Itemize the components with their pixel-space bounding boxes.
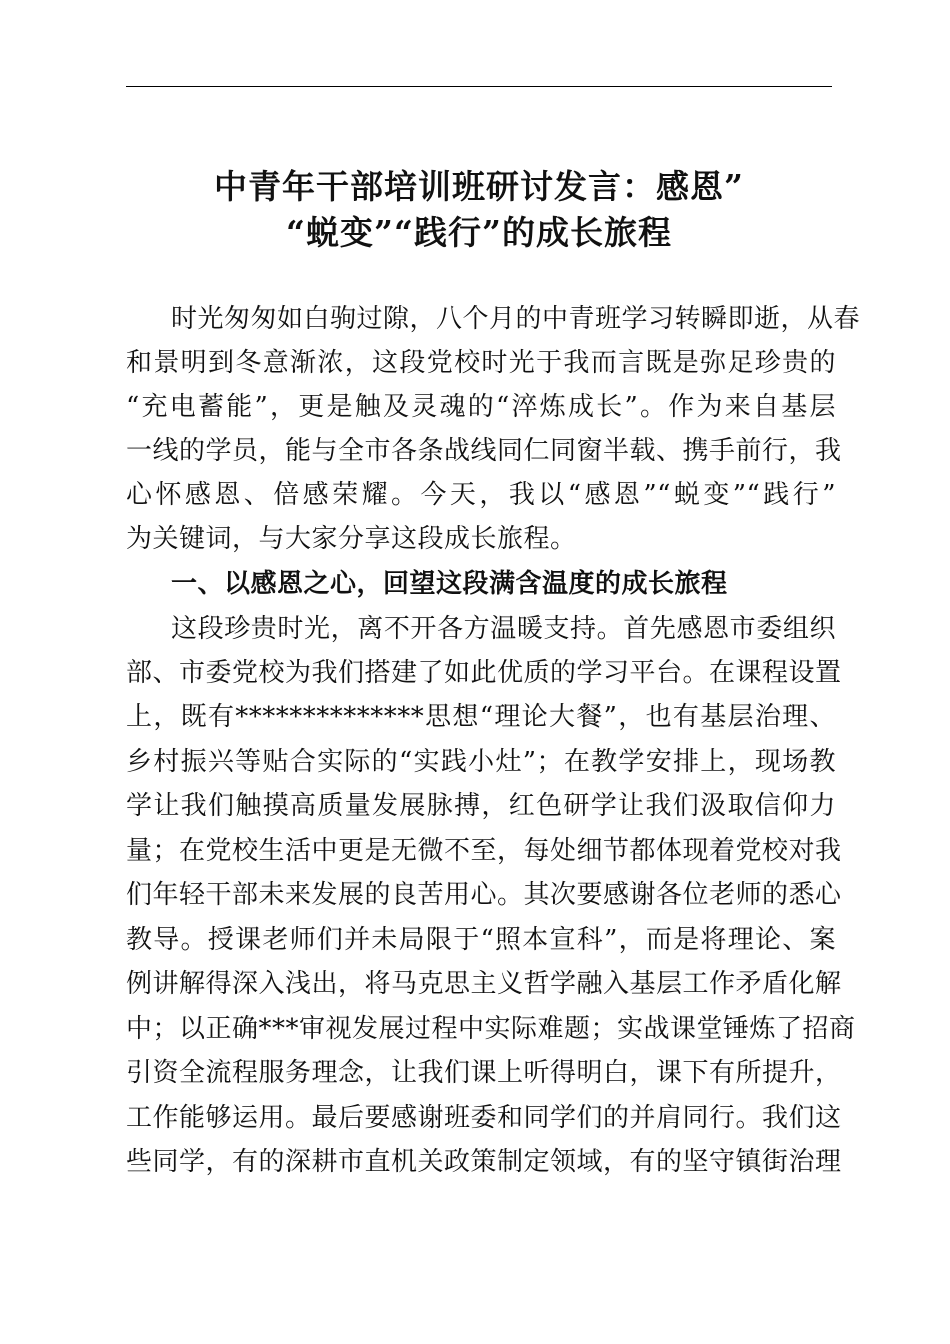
paragraph-line: 例讲解得深入浅出，将马克思主义哲学融入基层工作矛盾化解 — [126, 969, 842, 999]
paragraph-line: 上，既有**************思想“理论大餐”，也有基层治理、 — [126, 702, 836, 732]
paragraph-line: 教导。授课老师们并未局限于“照本宣科”，而是将理论、案 — [126, 925, 836, 955]
paragraph-line: 为关键词，与大家分享这段成长旅程。 — [126, 524, 577, 554]
paragraph-line: 量；在党校生活中更是无微不至，每处细节都体现着党校对我 — [126, 836, 842, 866]
paragraph-line: 工作能够运用。最后要感谢班委和同学们的并肩同行。我们这 — [126, 1103, 842, 1133]
paragraph-line: 们年轻干部未来发展的良苦用心。其次要感谢各位老师的悉心 — [126, 880, 842, 910]
paragraph-line: 乡村振兴等贴合实际的“实践小灶”；在教学安排上，现场教 — [126, 747, 836, 777]
paragraph-line: 些同学，有的深耕市直机关政策制定领域，有的坚守镇街治理 — [126, 1147, 842, 1177]
paragraph-line: 中；以正确***审视发展过程中实际难题；实战课堂锤炼了招商 — [126, 1014, 856, 1044]
paragraph-line: 和景明到冬意渐浓，这段党校时光于我而言既是弥足珍贵的 — [126, 348, 836, 378]
section-heading: 一、以感恩之心，回望这段满含温度的成长旅程 — [171, 569, 728, 599]
paragraph-line: 时光匆匆如白驹过隙，八个月的中青班学习转瞬即逝，从春 — [171, 304, 861, 334]
title-line-2: “蜕变”“践行”的成长旅程 — [286, 213, 672, 252]
paragraph-line: 部、市委党校为我们搭建了如此优质的学习平台。在课程设置 — [126, 658, 842, 688]
document-title — [126, 164, 832, 256]
paragraph-line: 学让我们触摸高质量发展脉搏，红色研学让我们汲取信仰力 — [126, 791, 836, 821]
paragraph-line: “充电蓄能”，更是触及灵魂的“淬炼成长”。作为来自基层 — [126, 392, 836, 422]
header-rule — [126, 86, 832, 87]
title-line-1: 中青年干部培训班研讨发言：感恩” — [214, 167, 744, 206]
paragraph-line: 心怀感恩、倍感荣耀。今天，我以“感恩”“蜕变”“践行” — [126, 480, 836, 510]
paragraph-line: 引资全流程服务理念，让我们课上听得明白，课下有所提升， — [126, 1058, 842, 1088]
paragraph-line: 一线的学员，能与全市各条战线同仁同窗半载、携手前行，我 — [126, 436, 842, 466]
paragraph-line: 这段珍贵时光，离不开各方温暖支持。首先感恩市委组织 — [171, 614, 836, 644]
